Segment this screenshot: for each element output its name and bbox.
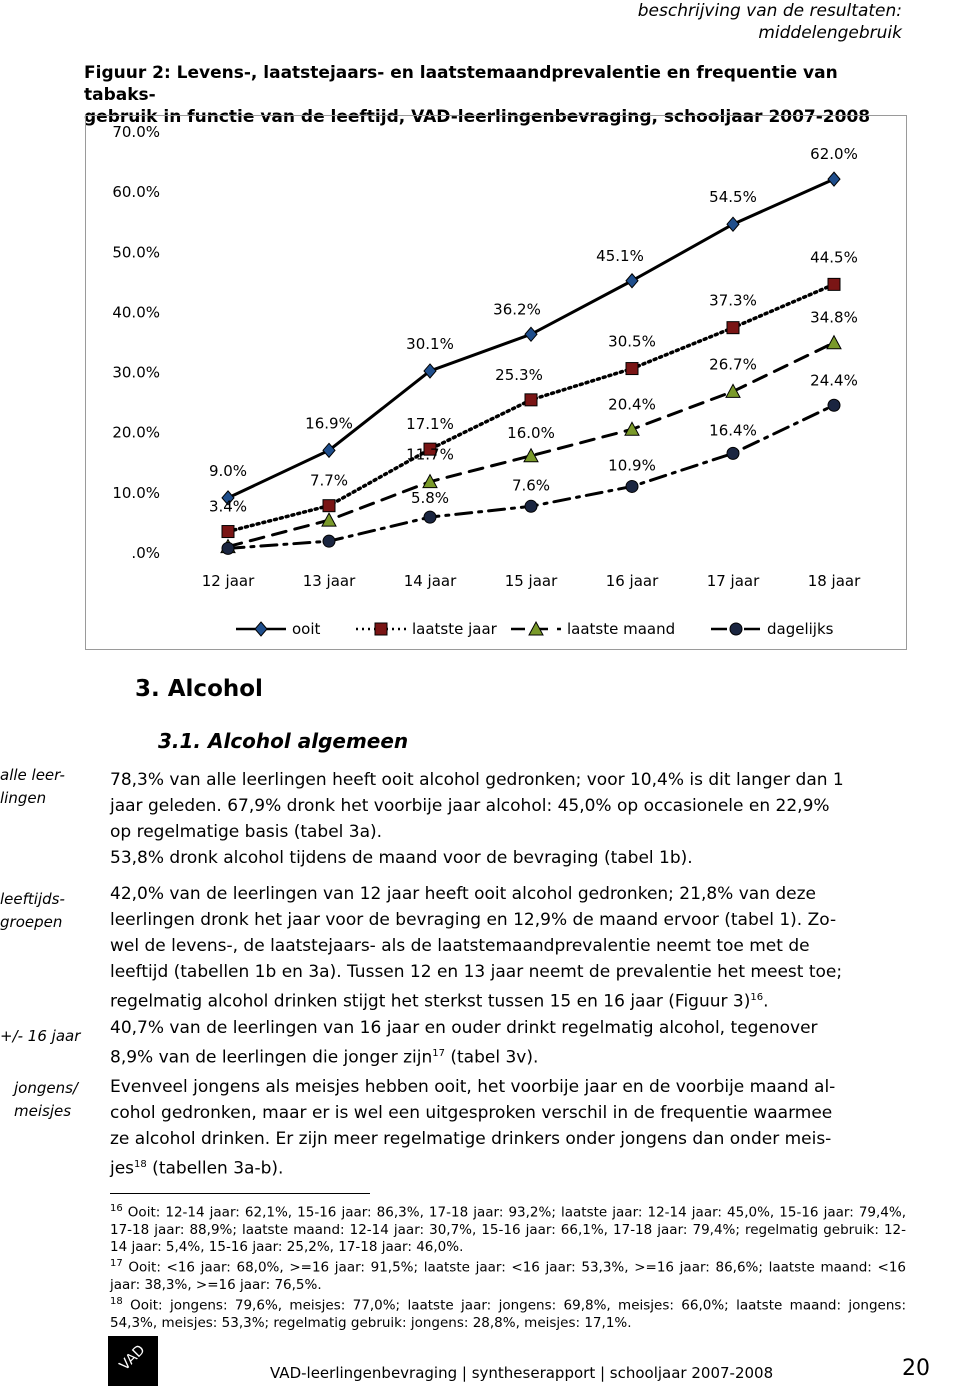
data-point-laatste-maand [827, 336, 841, 349]
data-label: 54.5% [709, 188, 757, 207]
data-label: 17.1% [406, 415, 454, 434]
data-point-dagelijks [828, 399, 840, 411]
data-label: 16.0% [507, 423, 555, 442]
data-point-laatste-jaar [828, 278, 840, 290]
y-tick-label: 10.0% [112, 483, 160, 502]
data-label: 45.1% [596, 246, 644, 265]
text-line: leeftijd (tabellen 1b en 3a). Tussen 12 en 13 jaar neemt de prevalentie het meest toe; [110, 962, 843, 982]
subsection-title: 3.1. Alcohol algemeen [158, 729, 409, 753]
data-label: 30.1% [406, 334, 454, 353]
footnote-number: 16 [110, 1203, 123, 1214]
paragraph-jongens-meisjes [110, 1074, 906, 1182]
data-point-ooit [626, 274, 638, 288]
footnote-17 [110, 1255, 906, 1294]
x-tick-label: 15 jaar [504, 572, 558, 590]
data-label: 26.7% [709, 355, 757, 374]
y-tick-label: .0% [131, 544, 160, 562]
y-tick-label: 40.0% [112, 303, 160, 322]
y-tick-label: 50.0% [112, 243, 160, 262]
footnote-number: 17 [110, 1258, 123, 1269]
margin-note-line: leeftijds- [0, 890, 65, 908]
text-line: op regelmatige basis (tabel 3a). [110, 822, 383, 842]
x-tick-label: 13 jaar [302, 572, 356, 590]
data-label: 62.0% [810, 145, 858, 164]
footer-text: VAD-leerlingenbevraging | syntheserapport | schooljaar 2007-2008 [270, 1364, 774, 1382]
data-point-laatste-jaar [727, 322, 739, 334]
text-span: (tabellen 3a-b). [146, 1158, 284, 1179]
data-label: 10.9% [608, 456, 656, 475]
data-label: 7.7% [309, 471, 349, 490]
data-point-laatste-jaar [222, 526, 234, 538]
legend-marker [255, 622, 267, 636]
data-point-dagelijks [626, 480, 638, 492]
margin-note-line: meisjes [14, 1102, 72, 1120]
text-line: Evenveel jongens als meisjes hebben ooit, het voorbije jaar en de voorbije maand al- [110, 1077, 836, 1097]
legend-label: dagelijks [767, 620, 834, 638]
figure-title-line-1: Figuur 2: Levens-, laatstejaars- en laatstemaandprevalentie en frequentie van tabaks- [84, 63, 838, 105]
legend-marker [375, 623, 387, 635]
text-line: cohol gedronken, maar er is wel een uitgesproken verschil in de frequentie waarmee [110, 1103, 833, 1123]
data-label: 24.4% [810, 371, 858, 390]
data-point-dagelijks [323, 535, 335, 547]
y-tick-label: 30.0% [112, 363, 160, 382]
running-header [638, 0, 902, 44]
text-line [110, 985, 906, 1015]
margin-note-line: jongens/ [14, 1079, 78, 1097]
text-line: jaar geleden. 67,9% dronk het voorbije jaar alcohol: 45,0% op occasionele en 22,9% [110, 796, 830, 816]
text-line: leerlingen dronk het jaar voor de bevraging en 12,9% de maand ervoor (tabel 1). Zo- [110, 910, 837, 930]
data-point-dagelijks [727, 447, 739, 459]
data-point-laatste-jaar [525, 394, 537, 406]
text-line [110, 1041, 906, 1071]
margin-note-leeftijdsgroepen [0, 888, 100, 934]
legend-label: laatste maand [567, 620, 676, 638]
text-line: 53,8% dronk alcohol tijdens de maand voor de bevraging (tabel 1b). [110, 848, 693, 868]
x-tick-label: 14 jaar [403, 572, 457, 590]
header-line-2: middelengebruik [758, 23, 902, 43]
vad-logo [108, 1336, 158, 1386]
data-label: 36.2% [493, 300, 541, 319]
text-line: wel de levens-, de laatstejaars- als de laatstemaandprevalentie neemt toe met de [110, 936, 810, 956]
text-span: . [763, 991, 769, 1012]
footnote-number: 18 [110, 1296, 123, 1307]
data-label: 25.3% [495, 365, 543, 384]
figure-title-line-2: gebruik in functie van de leeftijd, VAD-leerlingenbevraging, schooljaar 2007-2008 [84, 107, 871, 127]
data-label: 20.4% [608, 395, 656, 414]
text-line [110, 1152, 906, 1182]
text-line: 42,0% van de leerlingen van 12 jaar heeft ooit alcohol gedronken; 21,8% van deze [110, 884, 817, 904]
data-label: 16.4% [709, 421, 757, 440]
legend-label: laatste jaar [412, 620, 497, 638]
data-label: 44.5% [810, 248, 858, 267]
paragraph-leeftijdsgroepen [110, 881, 906, 1070]
data-point-ooit [828, 172, 840, 186]
data-point-laatste-jaar [323, 500, 335, 512]
y-tick-label: 70.0% [112, 123, 160, 141]
data-point-ooit [525, 327, 537, 341]
data-point-laatste-jaar [626, 363, 638, 375]
line-chart [86, 116, 906, 649]
text-line: 40,7% van de leerlingen van 16 jaar en ouder drinkt regelmatig alcohol, tegenover [110, 1017, 818, 1038]
footnote-ref: 16 [750, 992, 764, 1003]
y-tick-label: 60.0% [112, 183, 160, 202]
margin-note-line: alle leer- [0, 766, 65, 784]
text-span: 8,9% van de leerlingen die jonger zijn [110, 1047, 433, 1068]
text-line: ze alcohol drinken. Er zijn meer regelmatige drinkers onder jongens dan onder meis- [110, 1129, 832, 1149]
x-tick-label: 16 jaar [605, 572, 659, 590]
chart-frame [85, 115, 907, 650]
legend-marker [730, 623, 742, 635]
text-span: regelmatig alcohol drinken stijgt het sterkst tussen 15 en 16 jaar (Figuur 3) [110, 991, 751, 1012]
header-line-1: beschrijving van de resultaten: [637, 1, 902, 21]
data-point-dagelijks [424, 511, 436, 523]
legend-label: ooit [292, 620, 321, 638]
x-tick-label: 17 jaar [706, 572, 760, 590]
paragraph-alle-leerlingen [110, 767, 906, 871]
margin-note-16-jaar: +/- 16 jaar [0, 1027, 81, 1045]
data-point-laatste-maand [322, 513, 336, 526]
x-tick-label: 12 jaar [201, 572, 255, 590]
section-title: 3. Alcohol [135, 676, 263, 702]
x-tick-label: 18 jaar [807, 572, 861, 590]
data-point-laatste-maand [726, 384, 740, 397]
footnote-ref: 18 [134, 1159, 147, 1170]
data-label: 16.9% [305, 414, 353, 433]
y-tick-label: 20.0% [112, 423, 160, 442]
footnote-text: Ooit: jongens: 79,6%, meisjes: 77,0%; laatste jaar: jongens: 69,8%, meisjes: 66,0%; laatste maand: jongens: 54,3%, meisjes: 53,3%; regelmatig gebruik: jongens: 28,8%, meisjes: 17,1%. [110, 1297, 906, 1331]
data-label: 9.0% [208, 461, 248, 480]
data-point-ooit [727, 217, 739, 231]
footnote-ref: 17 [432, 1047, 445, 1059]
page-number: 20 [902, 1356, 930, 1381]
data-label: 11.7% [406, 445, 454, 464]
data-label: 5.8% [410, 489, 450, 508]
data-label: 34.8% [810, 308, 858, 327]
text-span: (tabel 3v). [444, 1047, 539, 1068]
margin-note-jongens-meisjes [14, 1077, 114, 1123]
data-label: 30.5% [608, 332, 656, 351]
footnote-18 [110, 1293, 906, 1332]
footnote-rule [110, 1193, 370, 1194]
logo-text: VAD [116, 1342, 149, 1374]
footnote-16 [110, 1200, 906, 1256]
margin-note-line: groepen [0, 913, 63, 931]
footnote-text: Ooit: <16 jaar: 68,0%, >=16 jaar: 91,5%; laatste jaar: <16 jaar: 53,3%, >=16 jaar: 86,6%; laatste maand: <16 jaar: 38,3%, >=16 jaar: 76,5%. [110, 1259, 906, 1293]
text-line: 78,3% van alle leerlingen heeft ooit alcohol gedronken; voor 10,4% is dit langer dan 1 [110, 770, 844, 790]
data-label: 37.3% [709, 291, 757, 310]
margin-note-line: lingen [0, 789, 47, 807]
data-label: 7.6% [511, 476, 551, 495]
text-span: jes [110, 1158, 135, 1179]
series-line-laatste-jaar [228, 284, 834, 531]
data-point-dagelijks [525, 500, 537, 512]
footnote-text: Ooit: 12-14 jaar: 62,1%, 15-16 jaar: 86,3%, 17-18 jaar: 93,2%; laatste jaar: 12-14 jaar: 45,0%, 15-16 jaar: 79,4%, 17-18 jaar: 88,9%; laatste maand: 12-14 jaar: 30,7%, 15-16 jaar: 66,1%, 17-18 jaar: 79,4%; regelmatig gebruik: 12-14 jaar: 5,4%, 15-16 jaar: 25,2%, 17-18 jaar: 46,0%. [110, 1204, 906, 1255]
margin-note-alle-leerlingen [0, 764, 100, 810]
data-point-dagelijks [222, 542, 234, 554]
data-label: 3.4% [208, 497, 248, 516]
